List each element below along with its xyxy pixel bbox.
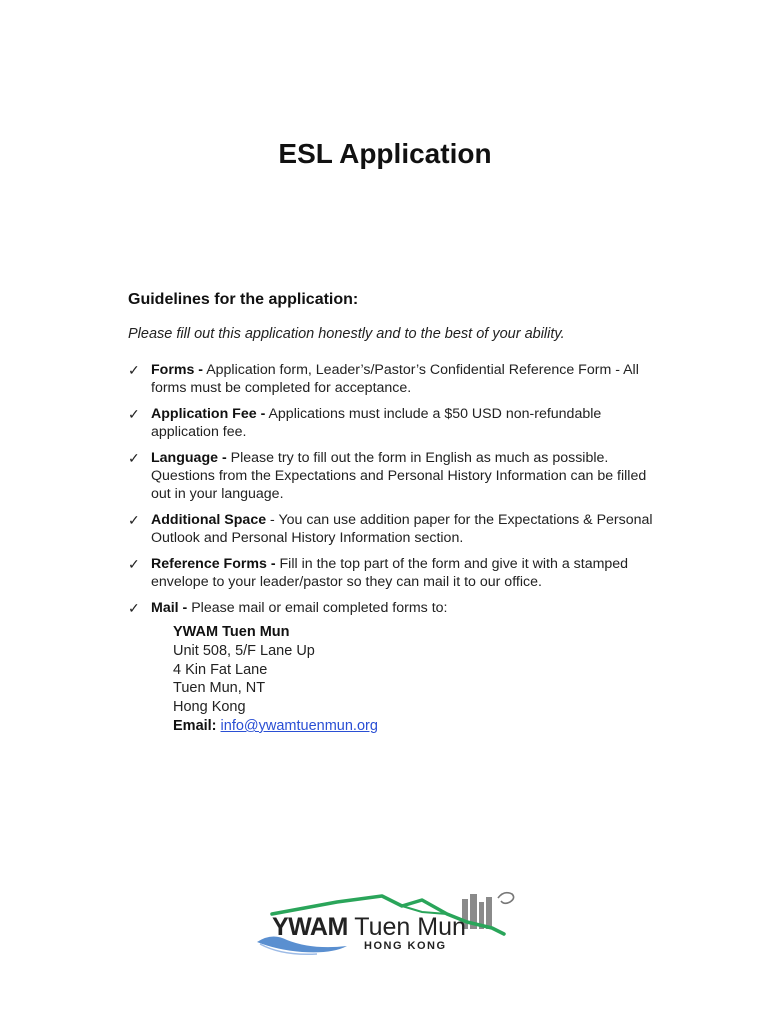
logo-ywam: YWAM [272,913,348,941]
list-item [128,599,658,617]
list-item [128,449,658,503]
check-icon: ✓ [128,556,140,572]
email-row [173,717,378,736]
address-line: Hong Kong [173,699,246,716]
item-label: Reference Forms - [151,556,276,572]
item-text: Please mail or email completed forms to: [187,600,448,616]
list-item [128,361,658,397]
address-line: Unit 508, 5/F Lane Up [173,642,315,659]
logo-tuen-mun: Tuen Mun [354,913,466,941]
address-line: 4 Kin Fat Lane [173,661,268,678]
address-name: YWAM Tuen Mun [173,624,290,640]
guidelines-heading: Guidelines for the application: [128,291,359,308]
item-text: Applications must include a $50 USD non-refundable application fee. [151,406,602,440]
item-label: Additional Space [151,512,267,528]
check-icon: ✓ [128,600,140,616]
ywam-logo [252,884,522,964]
item-text: Fill in the top part of the form and give it with a stamped envelope to your leader/pastor so they can mail it to our office. [151,556,629,590]
list-item [128,555,658,591]
logo-wordmark [272,913,466,942]
mailing-address [173,623,378,736]
item-text: Please try to fill out the form in English as much as possible. Questions from the Expectations and Personal History Information can be filled out in your language. [151,450,647,502]
guidelines-list [128,361,658,625]
email-link[interactable]: info@ywamtuenmun.org [220,717,378,734]
check-icon: ✓ [128,512,140,528]
item-text: Application form, Leader’s/Pastor’s Confidential Reference Form - All forms must be completed for acceptance. [151,362,639,396]
item-label: Application Fee - [151,406,266,422]
item-text: - You can use addition paper for the Expectations & Personal Outlook and Personal History Information section. [151,512,653,546]
logo-hong-kong: HONG KONG [364,940,447,952]
page-title: ESL Application [278,138,492,169]
list-item [128,511,658,547]
check-icon: ✓ [128,406,140,422]
list-item [128,405,658,441]
check-icon: ✓ [128,362,140,378]
check-icon: ✓ [128,450,140,466]
item-label: Mail - [151,600,188,616]
address-line: Tuen Mun, NT [173,680,266,697]
item-label: Language - [151,450,227,466]
intro-text: Please fill out this application honestly and to the best of your ability. [128,326,565,342]
item-label: Forms - [151,362,204,378]
email-label: Email: [173,717,217,734]
